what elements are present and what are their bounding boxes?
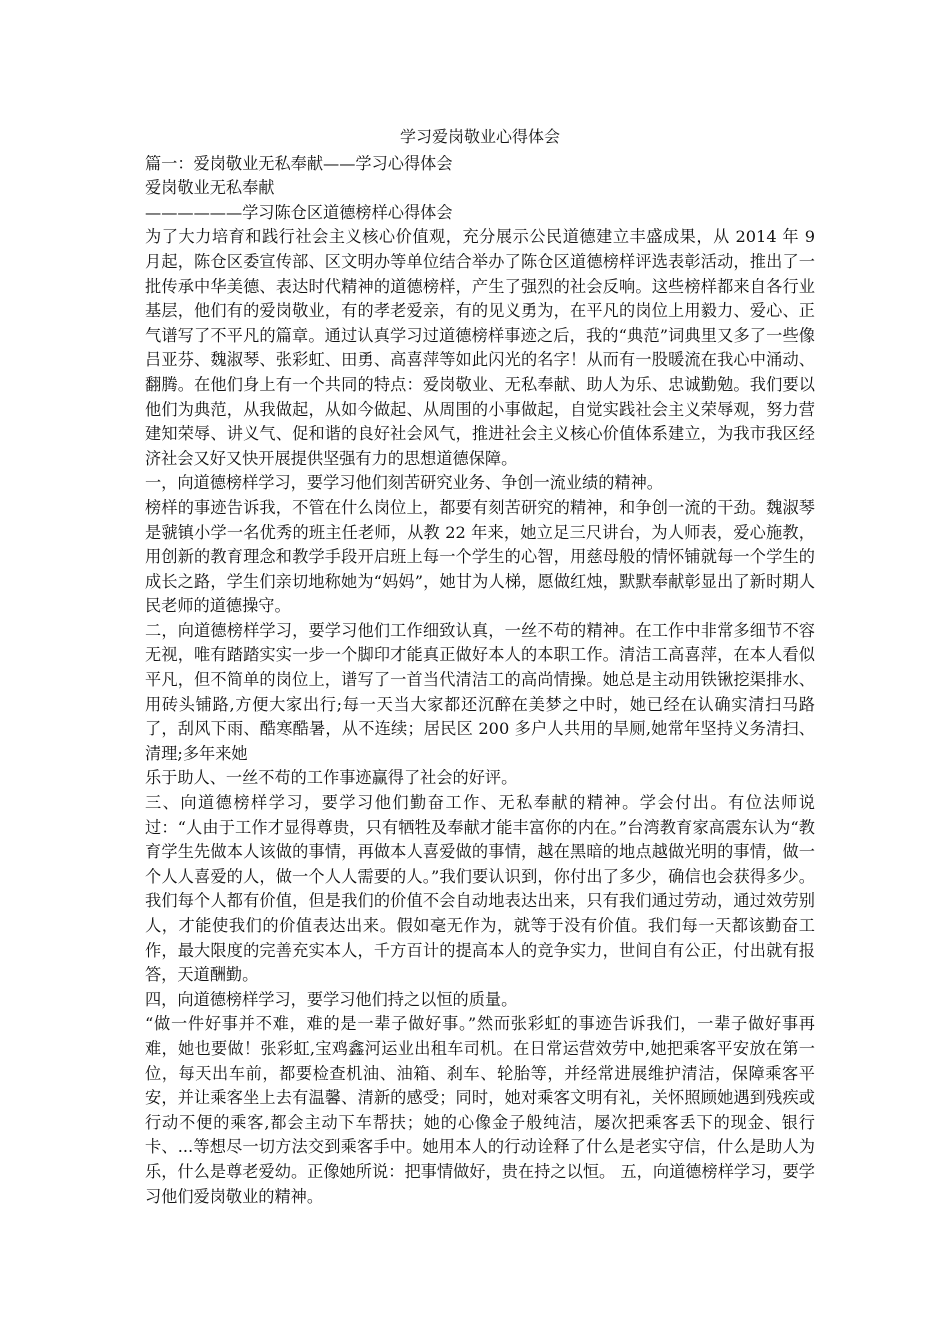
paragraph-point-two-tail: 乐于助人、一丝不苟的工作事迹赢得了社会的好评。	[145, 768, 518, 788]
section-byline: ——————学习陈仓区道德榜样心得体会	[145, 202, 453, 222]
paragraph-point-four-body: “做一件好事并不难，难的是一辈子做好事。”然而张彩虹的事迹告诉我们，一辈子做好事再难，她也要做！张彩虹,宝鸡鑫河运业出租车司机。在日常运营效劳中,她把乘客平安放在第一位，每天出车前，都要检查机油、油箱、刹车、轮胎等，并经常进展维护清洁，保障乘客平安，并让乘客坐上去有温馨、清新的感受；同时，她对乘客文明有礼，关怀照顾她遇到残疾或行动不便的乘客,都会主动下车帮扶；她的心像金子般纯洁，屡次把乘客丢下的现金、银行卡、...等想尽一切方法交到乘客手中。她用本人的行动诠释了什么是老实守信，什么是助人为乐，什么是尊老爱幼。正像她所说：把事情做好，贵在持之以恒。 五，向道德榜样学习，要学习他们爱岗敬业的精神。	[145, 1014, 815, 1206]
paragraph-point-three: 三、向道德榜样学习，要学习他们勤奋工作、无私奉献的精神。学会付出。有位法师说过：“人由于工作才显得尊贵，只有牺牲及奉献才能丰富你的内在。”台湾教育家高震东认为“教育学生先做本人该做的事情，再做本人喜爱做的事情，越在黑暗的地点越做光明的事情，做一个人人喜爱的人，做一个人人需要的人。”我们要认识到，你付出了多少，确信也会获得多少。我们每个人都有价值，但是我们的价值不会自动地表达出来，只有我们通过劳动，通过效劳别人，才能使我们的价值表达出来。假如毫无作为，就等于没有价值。我们每一天都该勤奋工作，最大限度的完善充实本人，千方百计的提高本人的竞争实力，世间自有公正，付出就有报答，天道酬勤。	[145, 793, 815, 985]
paragraph-intro: 为了大力培育和践行社会主义核心价值观，充分展示公民道德建立丰盛成果，从 2014 年 9 月起，陈仓区委宣传部、区文明办等单位结合举办了陈仓区道德榜样评选表彰活动，推出了一批传承中华美德、表达时代精神的道德榜样，产生了强烈的社会反响。这些榜样都来自各行业基层，他们有的爱岗敬业，有的孝老爱亲，有的见义勇为，在平凡的岗位上用毅力、爱心、正气谱写了不平凡的篇章。通过认真学习过道德榜样事迹之后，我的“典范”词典里又多了一些像吕亚芬、魏淑琴、张彩虹、田勇、高喜萍等如此闪光的名字！从而有一股暖流在我心中涌动、翻腾。在他们身上有一个共同的特点：爱岗敬业、无私奉献、助人为乐、忠诚勤勉。我们要以他们为典范，从我做起，从如今做起、从周围的小事做起，自觉实践社会主义荣辱观，努力营建知荣辱、讲义气、促和谐的良好社会风气，推进社会主义核心价值体系建立，为我市我区经济社会又好又快开展提供坚强有力的思想道德保障。	[145, 227, 815, 468]
paragraph-point-two: 二，向道德榜样学习，要学习他们工作细致认真，一丝不苟的精神。在工作中非常多细节不容无视，唯有踏踏实实一步一个脚印才能真正做好本人的本职工作。清洁工高喜萍，在本人看似平凡，但不简单的岗位上，谱写了一首当代清洁工的高尚情操。她总是主动用铁锹挖渠排水、用砖头铺路,方便大家出行;每一天当大家都还沉醉在美梦之中时，她已经在认确实清扫马路了，刮风下雨、酷寒酷暑，从不连续；居民区 200 多户人共用的旱厕,她常年坚持义务清扫、清理;多年来她	[145, 620, 815, 763]
section-heading: 篇一：爱岗敬业无私奉献——学习心得体会	[145, 153, 453, 173]
paragraph-point-four: 四，向道德榜样学习，要学习他们持之以恒的质量。	[145, 989, 518, 1009]
section-subheading: 爱岗敬业无私奉献	[145, 178, 275, 198]
paragraph-point-one-body: 榜样的事迹告诉我，不管在什么岗位上，都要有刻苦研究的精神，和争创一流的干劲。魏淑琴是虢镇小学一名优秀的班主任老师，从教 22 年来，她立足三尺讲台，为人师表，爱心施教，用创新的教育理念和教学手段开启班上每一个学生的心智，用慈母般的情怀铺就每一个学生的成长之路，学生们亲切地称她为“妈妈”，她甘为人梯，愿做红烛，默默奉献彰显出了新时期人民老师的道德操守。	[145, 497, 815, 616]
paragraph-point-one: 一，向道德榜样学习，要学习他们刻苦研究业务、争创一流业绩的精神。	[145, 473, 663, 493]
document-title: 学习爱岗敬业心得体会	[399, 127, 560, 146]
document-page	[145, 125, 815, 1209]
